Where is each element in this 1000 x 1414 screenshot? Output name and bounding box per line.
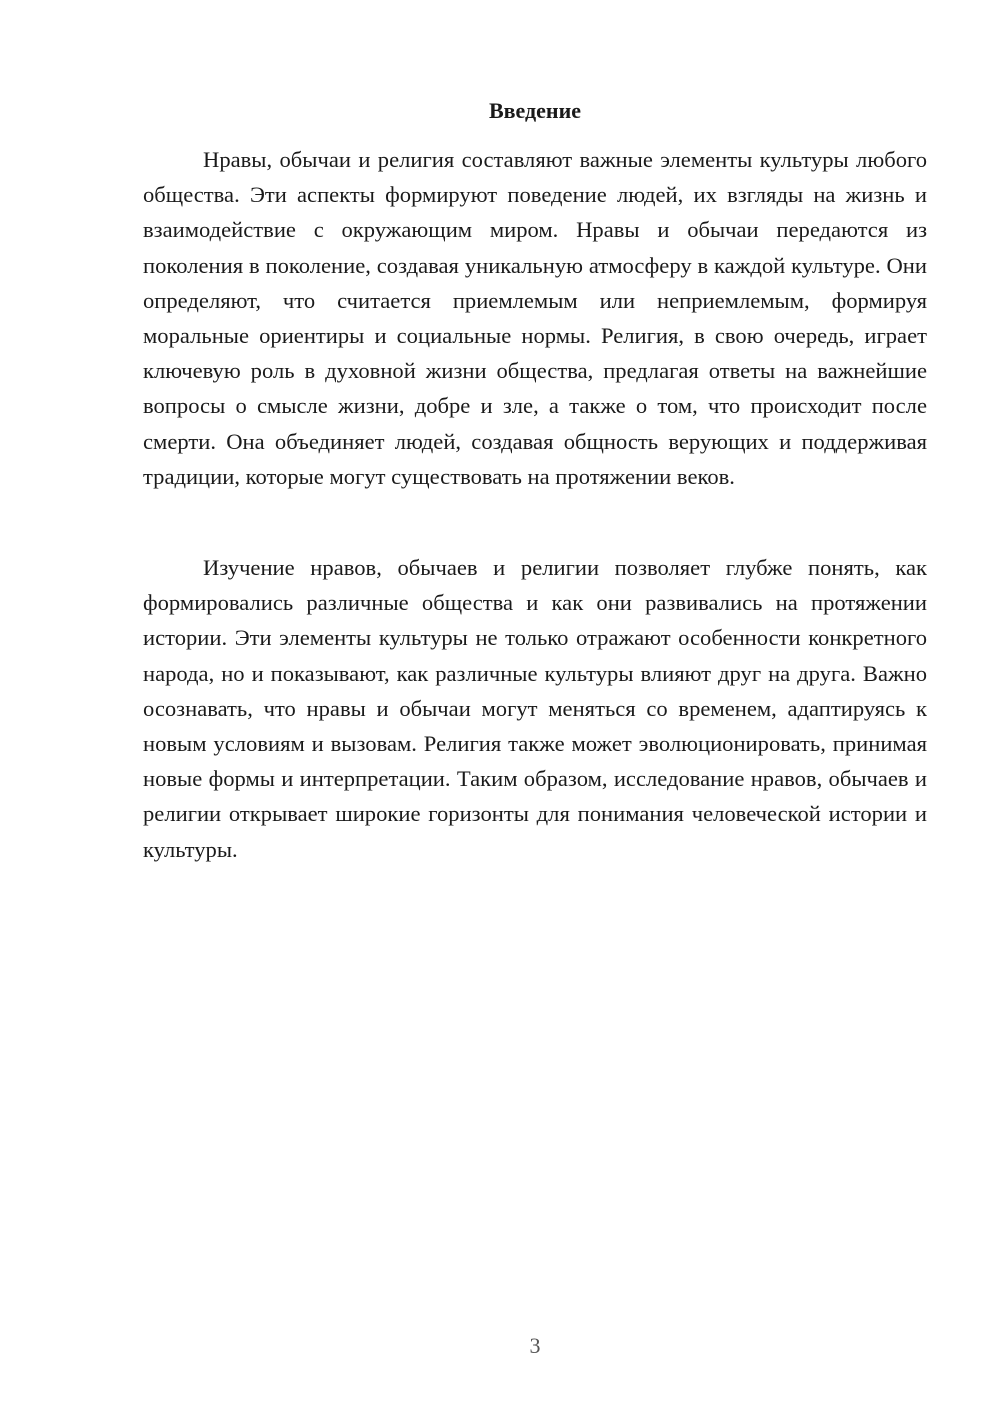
paragraph-1: Нравы, обычаи и религия составляют важные элементы культуры любого общества. Эти аспекты формируют поведение людей, их взгляды на жизнь и взаимодействие с окружающим миром. Нравы и обычаи передаются из поколения в поколение, создавая уникальную атмосферу в каждой культуре. Они определяют, что считается приемлемым или неприемлемым, формируя моральные ориентиры и социальные нормы. Религия, в свою очередь, играет ключевую роль в духовной жизни общества, предлагая ответы на важнейшие вопросы о смысле жизни, добре и зле, а также о том, что происходит после смерти. Она объединяет людей, создавая общность верующих и поддерживая традиции, которые могут существовать на протяжении веков. (143, 147, 927, 489)
paragraph-2: Изучение нравов, обычаев и религии позволяет глубже понять, как формировались различные общества и как они развивались на протяжении истории. Эти элементы культуры не только отражают особенности конкретного народа, но и показывают, как различные культуры влияют друг на друга. Важно осознавать, что нравы и обычаи могут меняться со временем, адаптируясь к новым условиям и вызовам. Религия также может эволюционировать, принимая новые формы и интерпретации. Таким образом, исследование нравов, обычаев и религии открывает широкие горизонты для понимания человеческой истории и культуры. (143, 555, 927, 862)
page-number: 3 (529, 1333, 541, 1358)
section-heading: Введение (488, 98, 582, 123)
